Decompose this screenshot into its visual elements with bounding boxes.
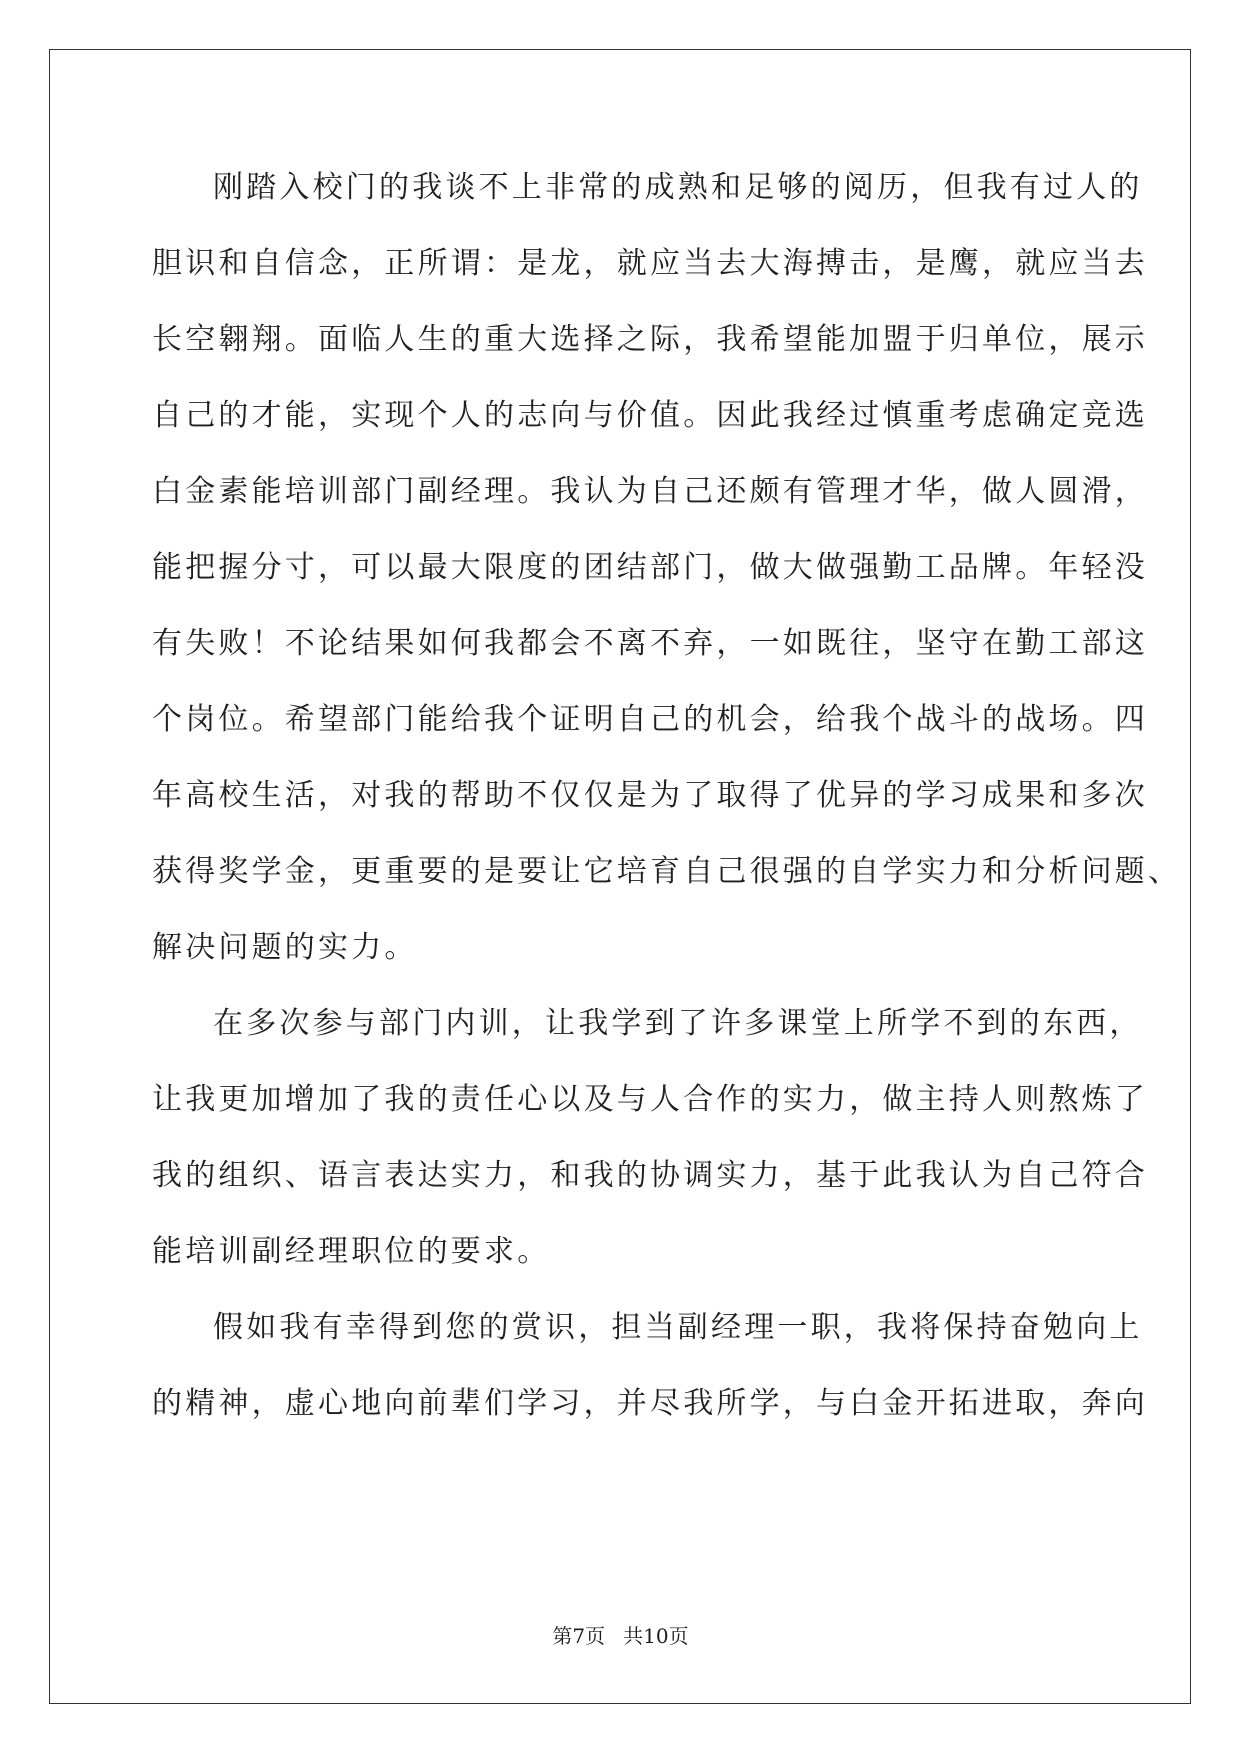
text-line: 让我更加增加了我的责任心以及与人合作的实力，做主持人则熬炼了 [152,1082,1148,1117]
paragraph-3 [152,1298,1148,1450]
text-line: 胆识和自信念，正所谓：是龙，就应当去大海搏击，是鹰，就应当去 [152,246,1148,281]
page-number: 第7页 [552,1624,606,1648]
text-line: 获得奖学金，更重要的是要让它培育自己很强的自学实力和分析问题、 [152,854,1182,889]
text-line: 自己的才能，实现个人的志向与价值。因此我经过慎重考虑确定竞选 [152,398,1148,433]
text-line: 个岗位。希望部门能给我个证明自己的机会，给我个战斗的战场。四 [152,702,1148,737]
text-line: 解决问题的实力。 [152,930,418,965]
text-line: 能培训副经理职位的要求。 [152,1234,551,1269]
text-line: 我的组织、语言表达实力，和我的协调实力，基于此我认为自己符合 [152,1158,1148,1193]
text-line: 白金素能培训部门副经理。我认为自己还颇有管理才华，做人圆滑， [152,474,1148,509]
text-line: 刚踏入校门的我谈不上非常的成熟和足够的阅历，但我有过人的 [213,170,1143,205]
text-line: 有失败！不论结果如何我都会不离不弃，一如既往，坚守在勤工部这 [152,626,1148,661]
paragraph-2 [152,994,1148,1298]
text-line: 能把握分寸，可以最大限度的团结部门，做大做强勤工品牌。年轻没 [152,550,1148,585]
text-line: 假如我有幸得到您的赏识，担当副经理一职，我将保持奋勉向上 [213,1310,1143,1345]
document-body [152,158,1182,1450]
text-line: 的精神，虚心地向前辈们学习，并尽我所学，与白金开拓进取，奔向 [152,1386,1148,1421]
text-line: 长空翱翔。面临人生的重大选择之际，我希望能加盟于归单位，展示 [152,322,1148,357]
page-total: 共10页 [623,1624,689,1648]
paragraph-1 [152,158,1182,994]
text-line: 在多次参与部门内训，让我学到了许多课堂上所学不到的东西， [213,1006,1143,1041]
page-footer [0,1620,1241,1649]
text-line: 年高校生活，对我的帮助不仅仅是为了取得了优异的学习成果和多次 [152,778,1148,813]
